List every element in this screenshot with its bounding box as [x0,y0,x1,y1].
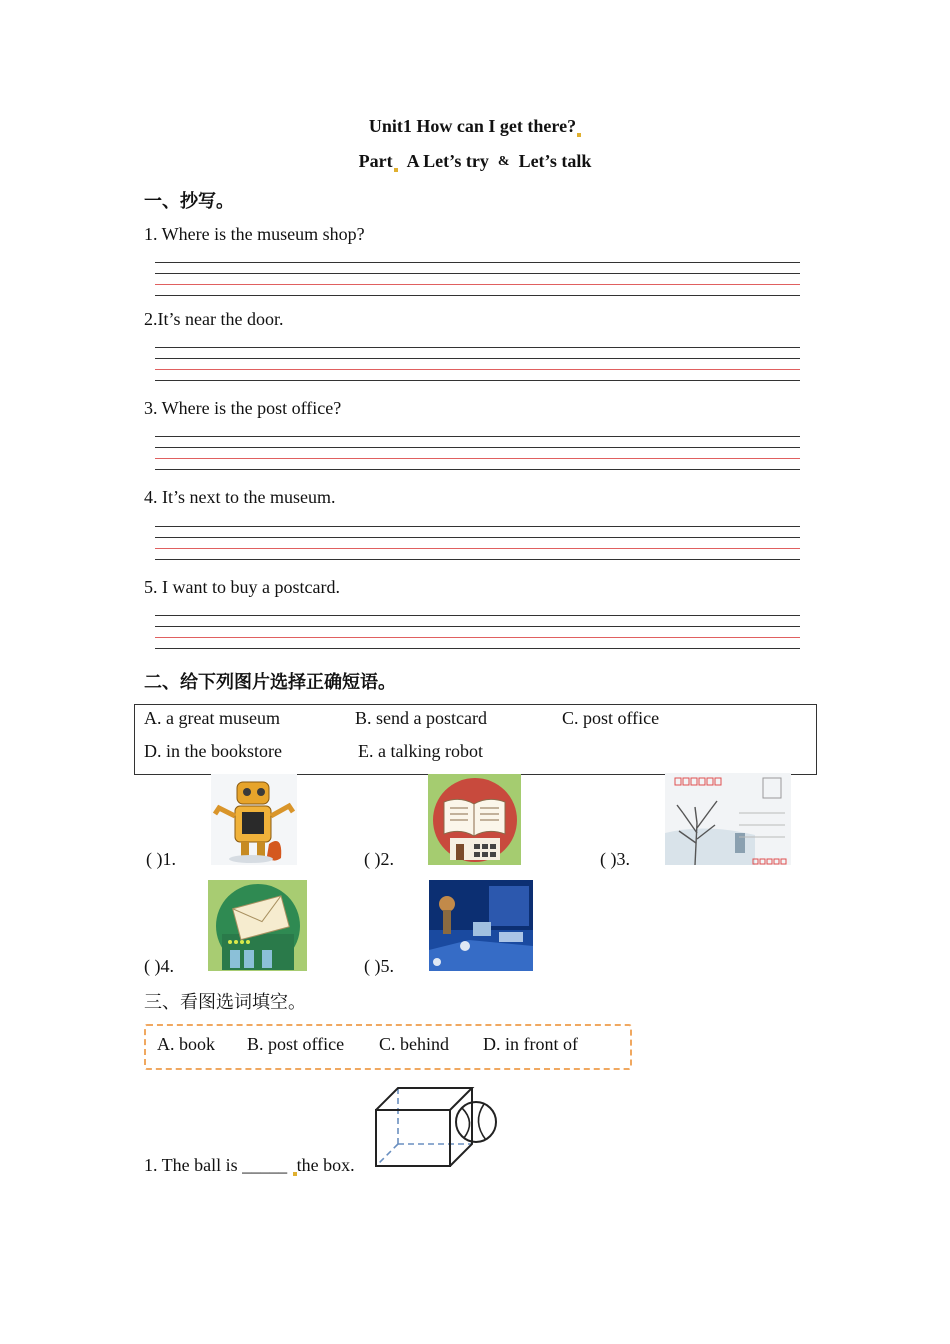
writing-lines-2[interactable] [155,347,800,381]
option-d: D. in the bookstore [144,741,282,761]
word-option-c: C. behind [379,1034,449,1054]
question-1[interactable]: ( )1. [146,849,176,869]
question-2[interactable]: ( )2. [364,849,394,869]
option-c: C. post office [562,708,660,728]
option-b: B. send a postcard [355,708,487,728]
word-option-a: A. book [157,1034,215,1054]
copy-item-1: 1. Where is the museum shop? [144,224,365,244]
book-store-image [428,774,521,865]
question-5[interactable]: ( )5. [364,956,394,976]
section1-heading: 一、抄写。 [144,191,234,212]
word-option-d: D. in front of [483,1034,578,1054]
writing-lines-4[interactable] [155,526,800,560]
copy-item-4: 4. It’s next to the museum. [144,487,336,507]
copy-item-5: 5. I want to buy a postcard. [144,577,340,597]
page-title: Unit1 How can I get there? [0,116,950,137]
museum-image [429,880,533,971]
post-office-image [208,880,307,971]
writing-lines-3[interactable] [155,436,800,470]
copy-item-2: 2.It’s near the door. [144,309,284,329]
fill-question-1: 1. The ball is _____ the box. [144,1155,355,1175]
box-ball-image [372,1082,500,1174]
page-subtitle: Part A Let’s try & Let’s talk [358,151,592,171]
question-3[interactable]: ( )3. [600,849,630,869]
postcard-image [665,773,791,865]
question-4[interactable]: ( )4. [144,956,174,976]
writing-lines-5[interactable] [155,615,800,649]
section2-heading: 二、给下列图片选择正确短语。 [144,672,396,693]
robot-image [211,774,297,865]
word-option-b: B. post office [247,1034,345,1054]
option-a: A. a great museum [144,708,280,728]
writing-lines-1[interactable] [155,262,800,296]
option-e: E. a talking robot [358,741,483,761]
section3-heading: 三、看图选词填空。 [144,992,306,1013]
copy-item-3: 3. Where is the post office? [144,398,342,418]
